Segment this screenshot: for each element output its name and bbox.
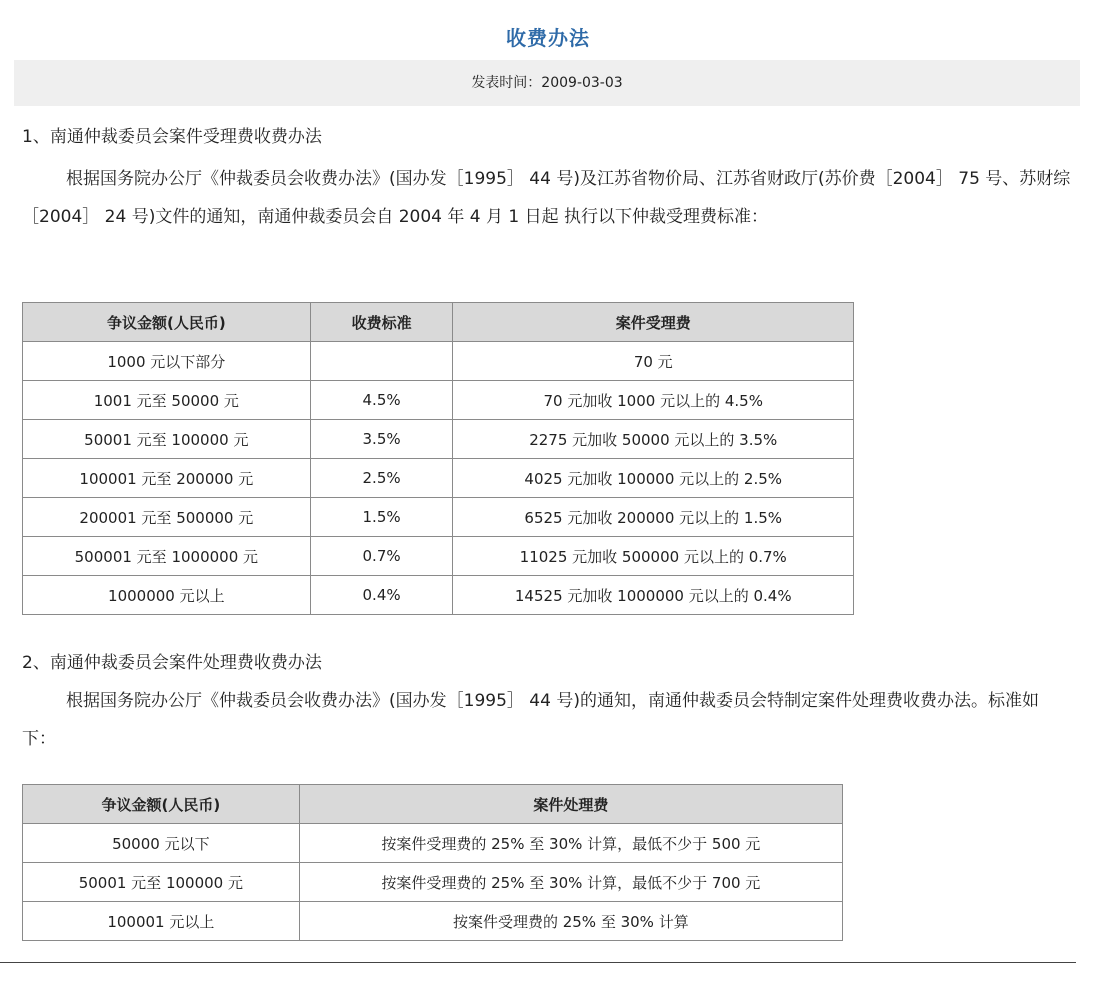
cell-fee: 按案件受理费的 25% 至 30% 计算，最低不少于 500 元 xyxy=(299,824,842,863)
cell-fee: 70 元加收 1000 元以上的 4.5% xyxy=(453,381,854,420)
bottom-divider xyxy=(0,962,1076,963)
table-header-row xyxy=(23,785,843,824)
cell-rate: 1.5% xyxy=(310,498,453,537)
header-acceptance-fee: 案件受理费 xyxy=(453,303,854,342)
publish-time: 发表时间：2009-03-03 xyxy=(471,75,623,91)
cell-amount: 1000 元以下部分 xyxy=(23,342,311,381)
table-row xyxy=(23,459,854,498)
table-row xyxy=(23,342,854,381)
header-dispute-amount: 争议金额(人民币) xyxy=(23,785,300,824)
page-title: 收费办法 xyxy=(506,26,590,50)
cell-fee: 11025 元加收 500000 元以上的 0.7% xyxy=(453,537,854,576)
table-row xyxy=(23,576,854,615)
cell-fee: 按案件受理费的 25% 至 30% 计算，最低不少于 700 元 xyxy=(299,863,842,902)
table-row xyxy=(23,902,843,941)
cell-amount: 500001 元至 1000000 元 xyxy=(23,537,311,576)
cell-amount: 200001 元至 500000 元 xyxy=(23,498,311,537)
cell-fee: 6525 元加收 200000 元以上的 1.5% xyxy=(453,498,854,537)
header-dispute-amount: 争议金额(人民币) xyxy=(23,303,311,342)
header-fee-rate: 收费标准 xyxy=(310,303,453,342)
cell-fee: 14525 元加收 1000000 元以上的 0.4% xyxy=(453,576,854,615)
cell-amount: 50000 元以下 xyxy=(23,824,300,863)
cell-rate: 3.5% xyxy=(310,420,453,459)
cell-fee: 按案件受理费的 25% 至 30% 计算 xyxy=(299,902,842,941)
table-row xyxy=(23,863,843,902)
cell-amount: 50001 元至 100000 元 xyxy=(23,863,300,902)
section-2-heading: 2、南通仲裁委员会案件处理费收费办法 xyxy=(22,653,322,673)
section-1-paragraph: 根据国务院办公厅《仲裁委员会收费办法》(国办发［1995］ 44 号)及江苏省物价局、江苏省财政厅(苏价费［2004］ 75 号、苏财综［2004］ 24 号)文件的通知，南通仲裁委员会自 2004 年 4 月 1 日起 执行以下仲裁受理费标准： xyxy=(22,169,1071,227)
table-row xyxy=(23,381,854,420)
table-header-row xyxy=(23,303,854,342)
publish-time-band xyxy=(14,60,1080,106)
table-row xyxy=(23,498,854,537)
handling-fee-table xyxy=(22,784,843,941)
cell-amount: 100001 元以上 xyxy=(23,902,300,941)
cell-rate: 0.4% xyxy=(310,576,453,615)
cell-rate: 2.5% xyxy=(310,459,453,498)
acceptance-fee-table xyxy=(22,302,854,615)
table-row xyxy=(23,537,854,576)
section-2-paragraph: 根据国务院办公厅《仲裁委员会收费办法》(国办发［1995］ 44 号)的通知，南通仲裁委员会特制定案件处理费收费办法。标准如下： xyxy=(22,691,1039,749)
cell-fee: 70 元 xyxy=(453,342,854,381)
cell-rate: 0.7% xyxy=(310,537,453,576)
cell-amount: 50001 元至 100000 元 xyxy=(23,420,311,459)
cell-rate: 4.5% xyxy=(310,381,453,420)
table-row xyxy=(23,824,843,863)
table-row xyxy=(23,420,854,459)
cell-rate xyxy=(310,342,453,381)
cell-fee: 2275 元加收 50000 元以上的 3.5% xyxy=(453,420,854,459)
cell-amount: 100001 元至 200000 元 xyxy=(23,459,311,498)
cell-amount: 1001 元至 50000 元 xyxy=(23,381,311,420)
header-handling-fee: 案件处理费 xyxy=(299,785,842,824)
cell-amount: 1000000 元以上 xyxy=(23,576,311,615)
section-1-heading: 1、南通仲裁委员会案件受理费收费办法 xyxy=(22,127,322,147)
cell-fee: 4025 元加收 100000 元以上的 2.5% xyxy=(453,459,854,498)
